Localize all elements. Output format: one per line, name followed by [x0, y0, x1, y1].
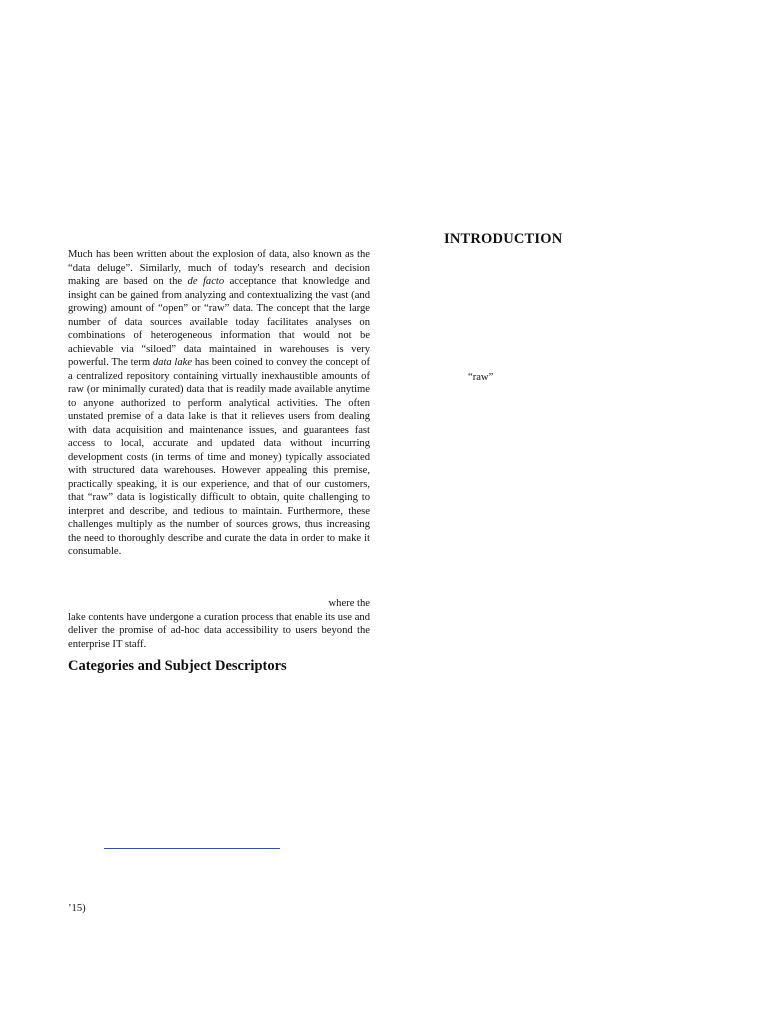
- raw-quote-fragment: “raw”: [468, 372, 494, 383]
- curation-paragraph: [68, 597, 370, 651]
- footer-year-fragment: ’15): [68, 903, 86, 914]
- curation-paragraph-first-line: where the: [328, 598, 370, 609]
- data-lake-term: data lake: [152, 357, 193, 368]
- categories-heading: Categories and Subject Descriptors: [68, 658, 287, 674]
- introduction-heading: INTRODUCTION: [444, 231, 563, 247]
- hyperlink-underline[interactable]: [104, 848, 280, 849]
- intro-text-part-1: Much has been written about the explosion of data, also known as the “data deluge”. Similarly, much of today's research and decision making are based on the: [68, 249, 370, 287]
- curation-paragraph-body: lake contents have undergone a curation process that enable its use and deliver the promise of ad-hoc data accessibility to users beyond the enterprise IT staff.: [68, 611, 370, 650]
- left-column: [68, 248, 370, 559]
- intro-text-part-3: has been coined to convey the concept of a centralized repository containing virtually inexhaustible amounts of raw (or minimally curated) data that is readily made available anytime to anyone authorized to perform analytical activities. The often unstated premise of a data lake is that it relieves users from dealing with data acquisition and maintenance issues, and guarantees fast access to local, accurate and updated data without incurring development costs (in terms of time and money) typically associated with structured data warehouses. However appealing this premise, practically speaking, it is our experience, and that of our customers, that “raw” data is logistically difficult to obtain, quite challenging to interpret and describe, and tedious to maintain. Furthermore, these challenges multiply as the number of sources grows, thus increasing the need to thoroughly describe and curate the data in order to make it consumable.: [68, 357, 370, 557]
- de-facto-term: de facto: [187, 276, 225, 287]
- intro-paragraph: [68, 248, 370, 559]
- intro-text-part-2: acceptance that knowledge and insight can be gained from analyzing and contextualizing the vast (and growing) amount of “open” or “raw” data. The concept that the large number of data sources available today facilitates analyses on combinations of heterogeneous information that would not be achievable via “siloed” data maintained in warehouses is very powerful. The term: [68, 276, 370, 368]
